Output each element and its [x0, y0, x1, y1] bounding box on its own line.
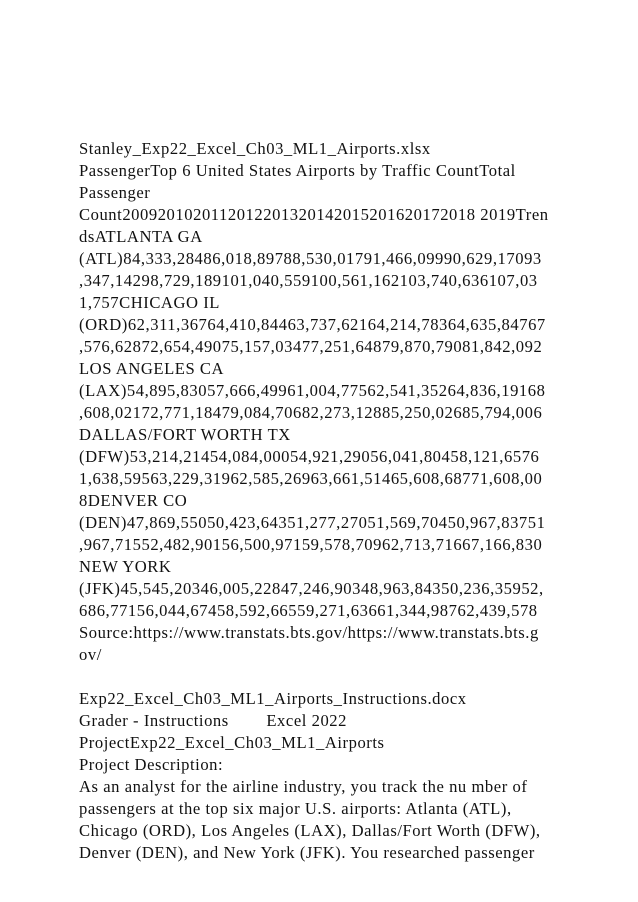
- text-line: LOS ANGELES CA: [79, 359, 225, 378]
- text-line: Count2009201020112012201320142015201620172018 2019Tren: [79, 205, 549, 224]
- text-line: (DFW)53,214,21454,084,00054,921,29056,041,80458,121,6576: [79, 447, 540, 466]
- text-line: Project Description:: [79, 755, 224, 774]
- text-line: (DEN)47,869,55050,423,64351,277,27051,569,70450,967,83751: [79, 513, 546, 532]
- text-line: dsATLANTA GA: [79, 227, 203, 246]
- text-line: ProjectExp22_Excel_Ch03_ML1_Airports: [79, 733, 385, 752]
- document-text: [79, 138, 569, 864]
- text-line: Stanley_Exp22_Excel_Ch03_ML1_Airports.xlsx: [79, 139, 431, 158]
- text-line: Chicago (ORD), Los Angeles (LAX), Dallas/Fort Worth (DFW),: [79, 821, 541, 840]
- text-line: 1,638,59563,229,31962,585,26963,661,51465,608,68771,608,00: [79, 469, 543, 488]
- text-line: (ATL)84,333,28486,018,89788,530,01791,466,09990,629,17093: [79, 249, 542, 268]
- text-line: Denver (DEN), and New York (JFK). You researched passenger: [79, 843, 535, 862]
- text-line: Source:https://www.transtats.bts.gov/https://www.transtats.bts.g: [79, 623, 539, 642]
- text-line: 8DENVER CO: [79, 491, 188, 510]
- text-line: NEW YORK: [79, 557, 172, 576]
- text-line: 1,757CHICAGO IL: [79, 293, 220, 312]
- text-line: passengers at the top six major U.S. airports: Atlanta (ATL),: [79, 799, 512, 818]
- text-line: Grader - Instructions Excel 2022: [79, 711, 347, 730]
- text-line: ov/: [79, 645, 102, 664]
- text-line: As an analyst for the airline industry, you track the nu mber of: [79, 777, 528, 796]
- text-line: (JFK)45,545,20346,005,22847,246,90348,963,84350,236,35952,: [79, 579, 544, 598]
- text-line: ,576,62872,654,49075,157,03477,251,64879,870,79081,842,092: [79, 337, 543, 356]
- text-line: ,347,14298,729,189101,040,559100,561,162103,740,636107,03: [79, 271, 538, 290]
- text-line: Passenger: [79, 183, 151, 202]
- blank-line: [79, 666, 569, 688]
- text-line: ,608,02172,771,18479,084,70682,273,12885,250,02685,794,006: [79, 403, 543, 422]
- text-line: 686,77156,044,67458,592,66559,271,63661,344,98762,439,578: [79, 601, 538, 620]
- text-line: PassengerTop 6 United States Airports by Traffic CountTotal: [79, 161, 516, 180]
- text-line: DALLAS/FORT WORTH TX: [79, 425, 291, 444]
- text-line: (ORD)62,311,36764,410,84463,737,62164,214,78364,635,84767: [79, 315, 546, 334]
- text-line: ,967,71552,482,90156,500,97159,578,70962,713,71667,166,830: [79, 535, 543, 554]
- text-line: Exp22_Excel_Ch03_ML1_Airports_Instructions.docx: [79, 689, 467, 708]
- text-line: (LAX)54,895,83057,666,49961,004,77562,541,35264,836,19168: [79, 381, 546, 400]
